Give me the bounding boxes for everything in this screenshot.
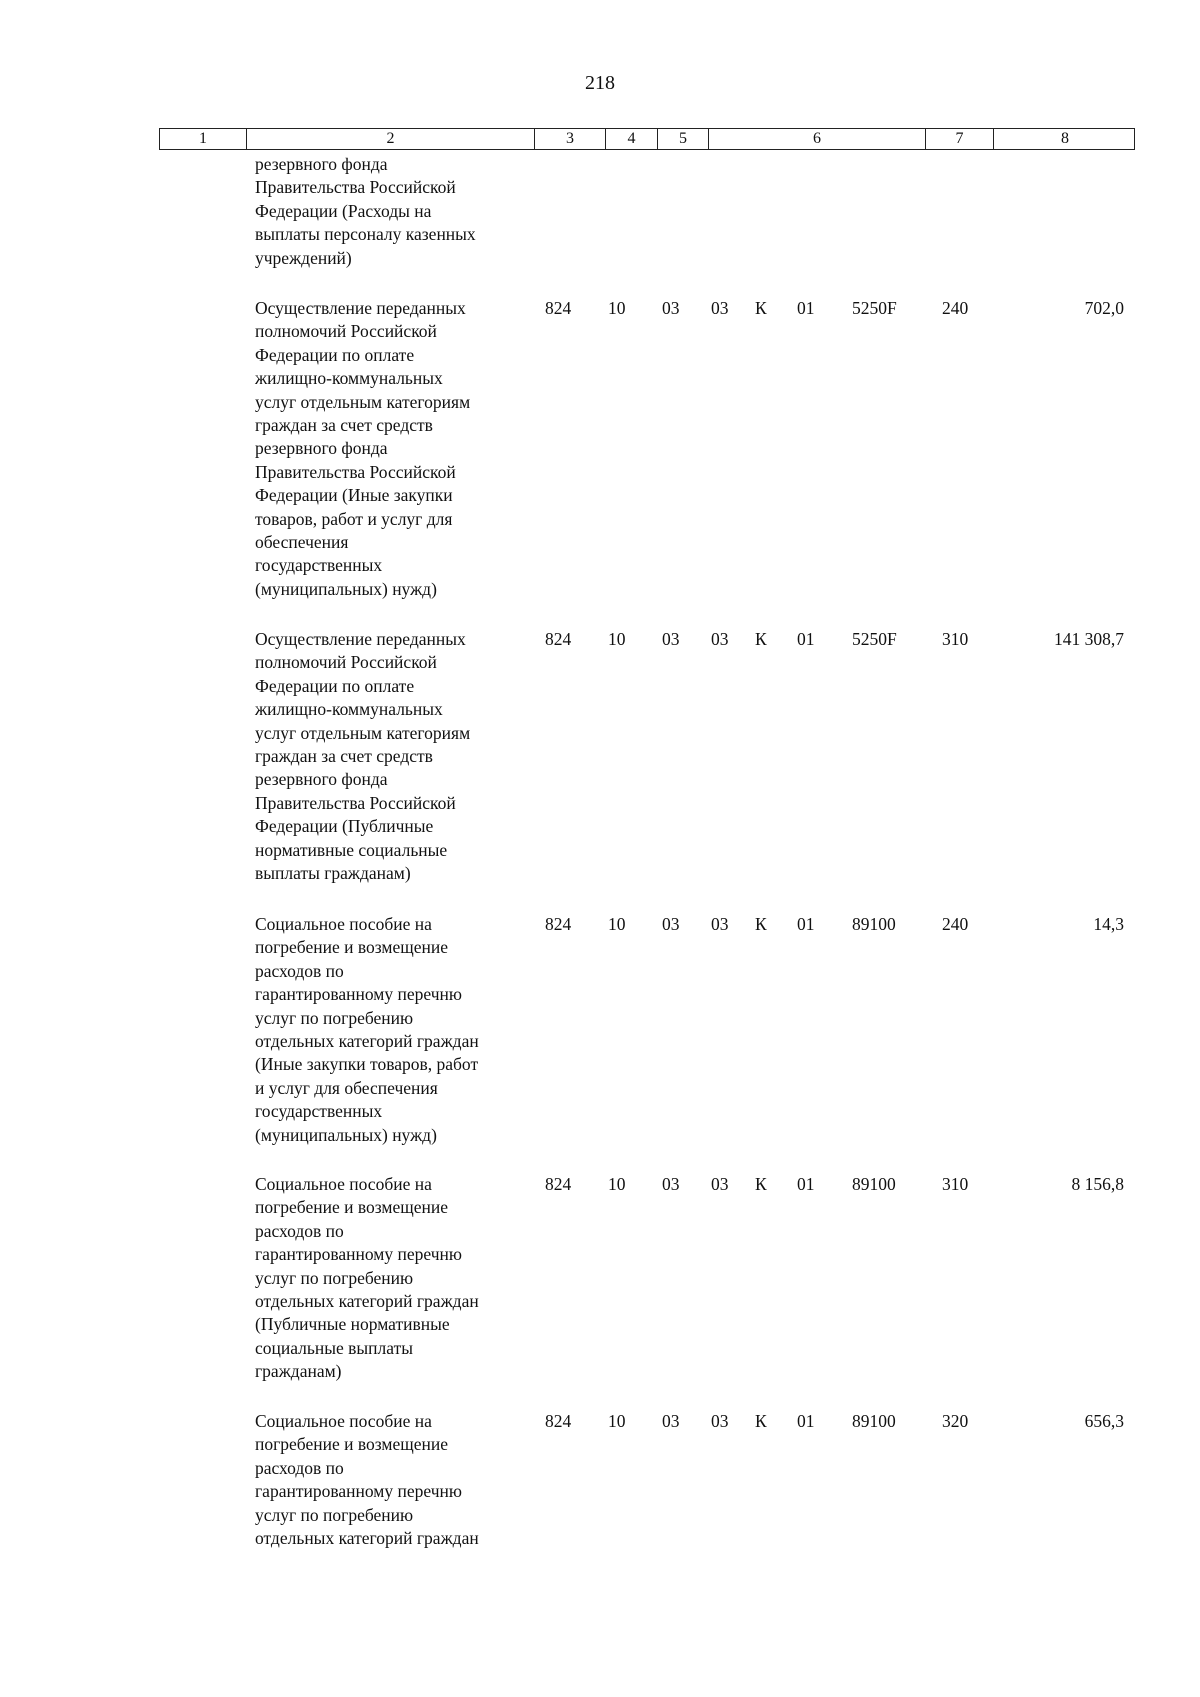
cell-col-6-program: 03 (711, 298, 729, 318)
cell-col-5: 03 (662, 298, 680, 318)
cell-col-6-code: 5250F (852, 298, 897, 318)
cell-col-4: 10 (608, 1174, 626, 1194)
row-description: Осуществление переданных полномочий Российской Федерации по оплате жилищно-коммунальных услуг отдельным категориям граждан за счет средств резервного фонда Правительства Российской Федерации (Иные закупки товаров, работ и услуг для обеспечения государственных (муниципальных) нужд) (255, 298, 471, 599)
cell-col-8-amount: 141 308,7 (1054, 629, 1124, 649)
header-col-1: 1 (199, 130, 207, 147)
cell-col-8-amount: 8 156,8 (1071, 1174, 1124, 1194)
header-col-7: 7 (925, 129, 993, 149)
cell-col-4: 10 (608, 298, 626, 318)
cell-col-6-sub: 01 (797, 298, 815, 318)
cell-col-6-letter: К (755, 298, 767, 318)
header-col-2: 2 (246, 129, 534, 149)
header-col-6: 6 (708, 129, 925, 149)
cell-col-6-code: 5250F (852, 629, 897, 649)
cell-col-4: 10 (608, 1411, 626, 1431)
header-col-4: 4 (605, 129, 657, 149)
row-description: Социальное пособие на погребение и возмещение расходов по гарантированному перечню услуг по погребению отдельных категорий граждан (255, 1411, 479, 1549)
cell-col-6-letter: К (755, 914, 767, 934)
cell-col-6-code: 89100 (852, 1411, 896, 1431)
cell-col-5: 03 (662, 914, 680, 934)
cell-col-6-program: 03 (711, 629, 729, 649)
cell-col-6-sub: 01 (797, 914, 815, 934)
header-col-8: 8 (993, 129, 1136, 149)
cell-col-6-sub: 01 (797, 629, 815, 649)
cell-col-6-sub: 01 (797, 1174, 815, 1194)
header-col-5: 5 (657, 129, 708, 149)
cell-col-3: 824 (545, 1174, 572, 1194)
cell-col-6-program: 03 (711, 1174, 729, 1194)
cell-col-5: 03 (662, 1174, 680, 1194)
cell-col-7: 240 (942, 298, 969, 318)
row-description: Социальное пособие на погребение и возмещение расходов по гарантированному перечню услуг по погребению отдельных категорий граждан (Публичные нормативные социальные выплаты гражданам) (255, 1174, 479, 1382)
cell-col-4: 10 (608, 629, 626, 649)
cell-col-3: 824 (545, 914, 572, 934)
cell-col-6-letter: К (755, 1174, 767, 1194)
cell-col-8-amount: 656,3 (1084, 1411, 1124, 1431)
cell-col-6-letter: К (755, 1411, 767, 1431)
row-description: резервного фонда Правительства Российской Федерации (Расходы на выплаты персоналу казенных учреждений) (255, 154, 476, 268)
table-header (159, 128, 1135, 150)
cell-col-4: 10 (608, 914, 626, 934)
cell-col-6-code: 89100 (852, 1174, 896, 1194)
cell-col-7: 310 (942, 1174, 969, 1194)
cell-col-7: 320 (942, 1411, 969, 1431)
cell-col-5: 03 (662, 1411, 680, 1431)
cell-col-5: 03 (662, 629, 680, 649)
cell-col-6-sub: 01 (797, 1411, 815, 1431)
header-col-3: 3 (534, 129, 605, 149)
page-number: 218 (585, 72, 615, 94)
cell-col-3: 824 (545, 298, 572, 318)
row-description: Социальное пособие на погребение и возмещение расходов по гарантированному перечню услуг по погребению отдельных категорий граждан (Иные закупки товаров, работ и услуг для обеспечения государственных (муниципальных) нужд) (255, 914, 479, 1145)
cell-col-8-amount: 702,0 (1084, 298, 1124, 318)
row-description: Осуществление переданных полномочий Российской Федерации по оплате жилищно-коммунальных услуг отдельным категориям граждан за счет средств резервного фонда Правительства Российской Федерации (Публичные нормативные социальные выплаты гражданам) (255, 629, 471, 884)
cell-col-6-program: 03 (711, 1411, 729, 1431)
cell-col-7: 240 (942, 914, 969, 934)
cell-col-6-code: 89100 (852, 914, 896, 934)
cell-col-7: 310 (942, 629, 969, 649)
cell-col-3: 824 (545, 629, 572, 649)
cell-col-6-letter: К (755, 629, 767, 649)
cell-col-6-program: 03 (711, 914, 729, 934)
cell-col-3: 824 (545, 1411, 572, 1431)
cell-col-8-amount: 14,3 (1093, 914, 1124, 934)
